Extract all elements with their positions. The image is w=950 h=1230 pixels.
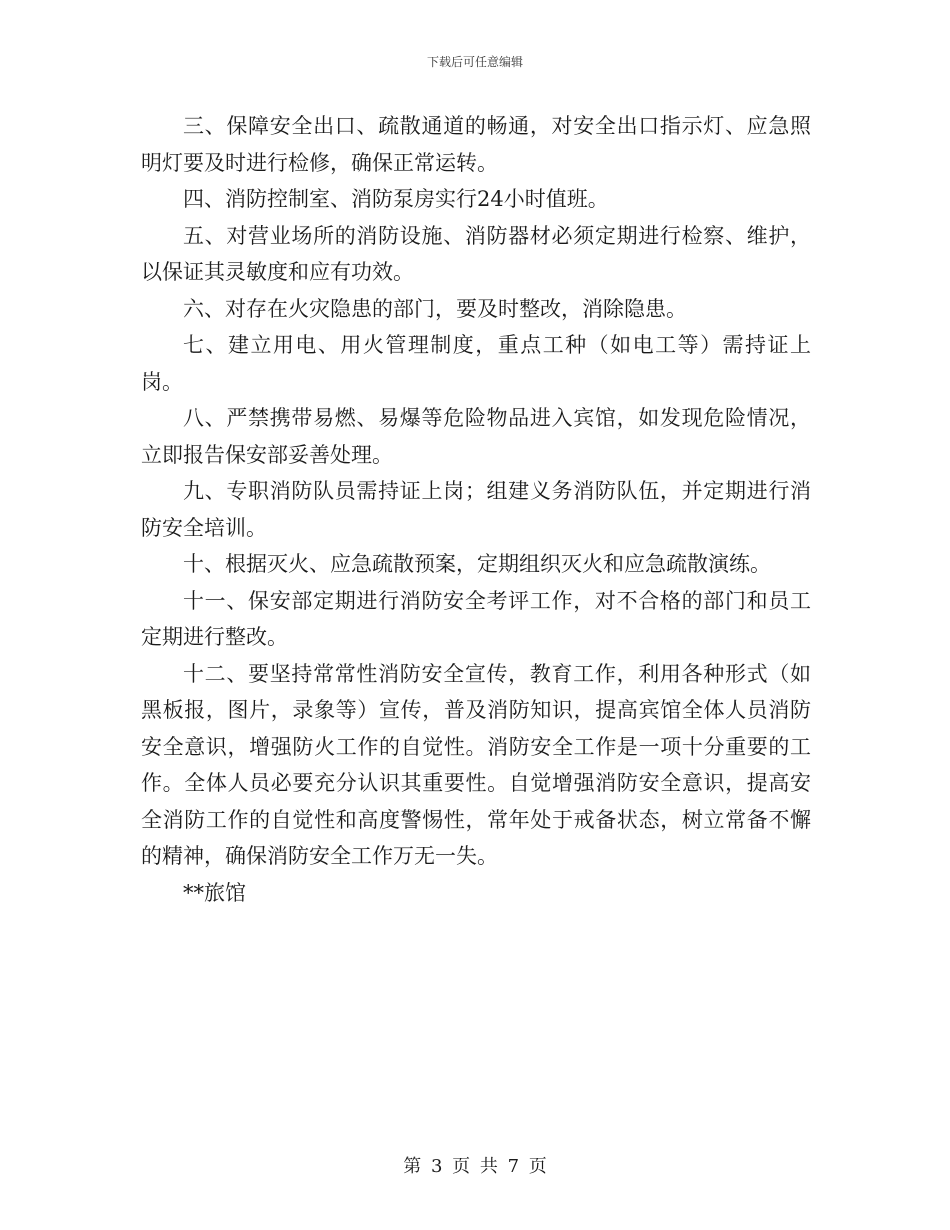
document-body bbox=[141, 108, 811, 911]
page-header-note: 下载后可任意编辑 bbox=[426, 55, 523, 69]
paragraph-item-12: 十二、要坚持常常性消防安全宣传，教育工作，利用各种形式（如黑板报，图片，录象等）宣传，普及消防知识，提高宾馆全体人员消防安全意识，增强防火工作的自觉性。消防安全工作是一项十分重要的工作。全体人员必要充分认识其重要性。自觉增强消防安全意识，提高安全消防工作的自觉性和高度警惕性，常年处于戒备状态，树立常备不懈的精神，确保消防安全工作万无一失。 bbox=[141, 661, 811, 868]
paragraph-item-10: 十、根据灭火、应急疏散预案，定期组织灭火和应急疏散演练。 bbox=[183, 552, 771, 576]
paragraph-item-4: 四、消防控制室、消防泵房实行24小时值班。 bbox=[183, 187, 609, 211]
paragraph-item-11: 十一、保安部定期进行消防安全考评工作，对不合格的部门和员工定期进行整改。 bbox=[141, 588, 811, 649]
paragraph-item-8: 八、严禁携带易燃、易爆等危险物品进入宾馆，如发现危险情况，立即报告保安部妥善处理。 bbox=[141, 406, 811, 467]
signature: **旅馆 bbox=[183, 880, 246, 905]
paragraph-item-3: 三、保障安全出口、疏散通道的畅通，对安全出口指示灯、应急照明灯要及时进行检修，确保正常运转。 bbox=[141, 114, 811, 175]
paragraph-item-9: 九、专职消防队员需持证上岗；组建义务消防队伍，并定期进行消防安全培训。 bbox=[141, 479, 811, 540]
page-number: 第 3 页 共 7 页 bbox=[403, 1156, 547, 1177]
paragraph-item-7: 七、建立用电、用火管理制度，重点工种（如电工等）需持证上岗。 bbox=[141, 333, 811, 394]
paragraph-item-5: 五、对营业场所的消防设施、消防器材必须定期进行检察、维护，以保证其灵敏度和应有功效。 bbox=[141, 223, 811, 284]
paragraph-item-6: 六、对存在火灾隐患的部门，要及时整改，消除隐患。 bbox=[183, 296, 687, 321]
